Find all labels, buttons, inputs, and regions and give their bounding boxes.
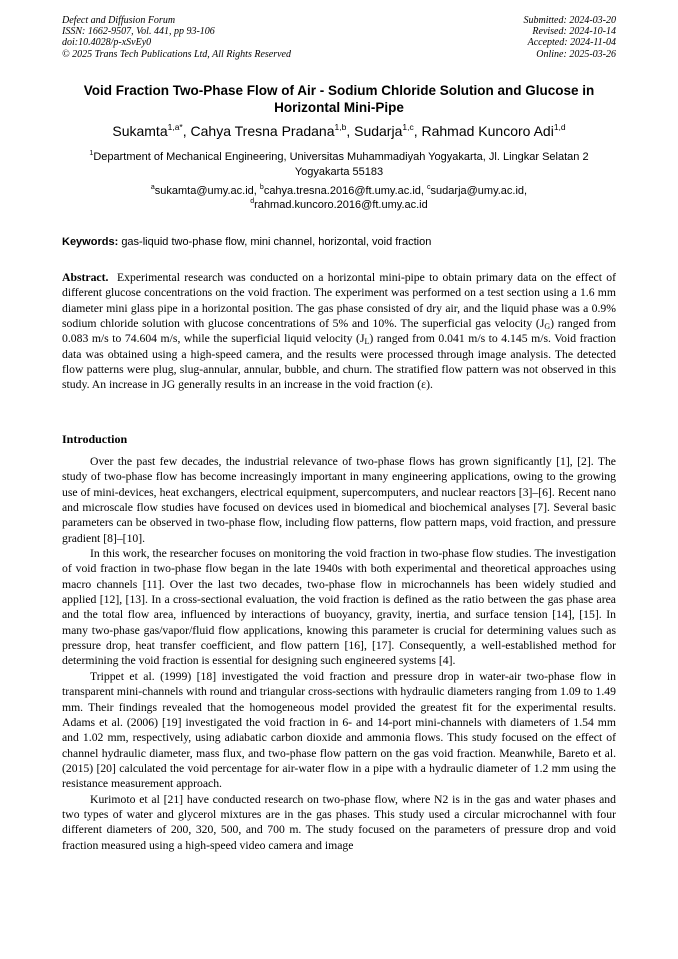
journal-header-right bbox=[524, 15, 617, 60]
author-separator: , bbox=[182, 123, 191, 139]
paragraph: In this work, the researcher focuses on monitoring the void fraction in two-phase flow studies. The investigation of void fraction in two-phase flow began in the late 1940s with both experimental and theoretical approaches using macro channels [11]. Over the last two decades, two-phase flow in microchannels has been widely studied and applied [12], [13]. In a cross-sectional evaluation, the void fraction is defined as the ratio between the gas phase area and the total flow area, influenced by interactions of buoyancy, gravity, inertia, and surface tension [14], [15]. In many two-phase gas/vapor/fluid flow applications, knowing this parameter is crucial for determining values such as pressure drop, heat transfer coefficient, and flow pattern [16], [17]. Consequently, a well-established method for determining the void fraction is essential for designing such engineered systems [4]. bbox=[62, 547, 616, 668]
submitted-date: Submitted: 2024-03-20 bbox=[523, 15, 616, 26]
doi: doi:10.4028/p-xSvEy0 bbox=[62, 37, 152, 49]
author-separator: , bbox=[413, 123, 422, 139]
affiliation-mark: 1 bbox=[89, 150, 94, 157]
author-name: Cahya Tresna Pradana bbox=[190, 123, 335, 139]
abstract-subscript-g: G bbox=[544, 322, 551, 332]
issn-volume: ISSN: 1662-9507, Vol. 441, pp 93-106 bbox=[62, 26, 215, 38]
author-name: Sudarja bbox=[354, 123, 403, 139]
keywords bbox=[62, 235, 616, 249]
paragraph: Kurimoto et al [21] have conducted research on two-phase flow, where N2 is in the gas and water phases and two types of water and glycerol mixtures are in the gas phases. This study used a circular microchannel with four different diameters of 200, 320, 500, and 700 m. The study focused on the parameters of pressure drop and void fraction measured using a high-speed video camera and image bbox=[62, 792, 616, 852]
author-list bbox=[62, 122, 616, 140]
author-affiliation-mark: 1,c bbox=[402, 122, 414, 132]
email-address[interactable]: sukamta@umy.ac.id bbox=[154, 185, 254, 197]
keywords-label: Keywords: bbox=[62, 236, 119, 248]
keywords-text: gas-liquid two-phase flow, mini channel, horizontal, void fraction bbox=[121, 236, 432, 248]
email-mark: b bbox=[259, 184, 264, 191]
abstract-text-1: Experimental research was conducted on a horizontal mini-pipe to obtain primary data on the effect of different glucose concentrations on the void fraction. The experiment was performed on a test section using a 1.6 mm diameter mini glass pipe in a horizontal position. The gas phase consisted of dry air, and the liquid phase was a 0.9% sodium chloride solution with glucose concentrations of 5% and 10%. The superficial gas velocity (J bbox=[62, 271, 617, 331]
email-mark: c bbox=[427, 184, 431, 191]
journal-name: Defect and Diffusion Forum bbox=[62, 15, 176, 26]
author-name: Rahmad Kuncoro Adi bbox=[421, 123, 554, 139]
abstract-label: Abstract. bbox=[62, 271, 109, 284]
author-name: Sukamta bbox=[112, 123, 168, 139]
email-separator: , bbox=[524, 185, 528, 197]
online-date: Online: 2025-03-26 bbox=[536, 48, 616, 60]
abstract-text-3: ) ranged from 0.041 m/s to 4.145 m/s. Void fraction data was obtained using a high-speed camera, and the results were processed through image analysis. The detected flow patterns were plug, slug-annular, annular, bubble, and churn. The stratified flow pattern was not observed in this study. An increase in JG generally results in an increase in the void fraction (ε). bbox=[62, 332, 616, 392]
author-affiliation-mark: 1,a* bbox=[167, 122, 183, 132]
email-separator: , bbox=[253, 185, 260, 197]
paper-title: Void Fraction Two-Phase Flow of Air - Sodium Chloride Solution and Glucose in Horizontal Mini-Pipe bbox=[83, 83, 595, 115]
section-heading-introduction: Introduction bbox=[62, 432, 128, 446]
email-list bbox=[62, 185, 616, 212]
email-separator: , bbox=[420, 185, 428, 197]
email-address[interactable]: rahmad.kuncoro.2016@ft.umy.ac.id bbox=[254, 198, 428, 211]
paragraph: Trippet et al. (1999) [18] investigated the void fraction and pressure drop in water-air two-phase flow in transparent mini-channels with round and triangular cross-sections with hydraulic diameters ranging from 1.09 to 1.49 mm. Their findings revealed that the homogeneous model provided the greatest fit for the experimental results. Adams et al. (2006) [19] investigated the void fraction in 6- and 14-port mini-channels with diameters of 1.54 mm and 1.02 mm, respectively, using adiabatic carbon dioxide and ammonia flows. This study focused on the effect of channel hydraulic diameter, mass flux, and two-phase flow pattern on the gas void fraction. Meanwhile, Bareto et al. (2015) [20] calculated the void percentage for air-water flow in a pipe with a hydraulic diameter of 1.2 mm using the resistance measurement approach. bbox=[62, 669, 616, 791]
author-separator: , bbox=[346, 123, 355, 139]
affiliation bbox=[70, 150, 608, 179]
abstract-subscript-l: L bbox=[364, 337, 370, 347]
introduction-body bbox=[62, 454, 616, 853]
email-mark: a bbox=[150, 184, 155, 191]
revised-date: Revised: 2024-10-14 bbox=[532, 26, 616, 38]
author-affiliation-mark: 1,d bbox=[553, 122, 566, 132]
abstract-text-2: ) ranged from 0.083 m/s to 74.604 m/s, while the superficial liquid velocity (J bbox=[62, 317, 616, 346]
email-address[interactable]: cahya.tresna.2016@ft.umy.ac.id bbox=[263, 185, 421, 197]
email-address[interactable]: sudarja@umy.ac.id bbox=[430, 185, 525, 197]
accepted-date: Accepted: 2024-11-04 bbox=[527, 37, 616, 49]
affiliation-text: Department of Mechanical Engineering, Universitas Muhammadiyah Yogyakarta, Jl. Lingkar Selatan 2 Yogyakarta 55183 bbox=[93, 151, 589, 178]
journal-header-left bbox=[62, 15, 291, 60]
abstract bbox=[62, 270, 616, 393]
copyright: © 2025 Trans Tech Publications Ltd, All Rights Reserved bbox=[62, 48, 291, 60]
email-mark: d bbox=[250, 197, 255, 205]
paragraph: Over the past few decades, the industrial relevance of two-phase flows has grown significantly [1], [2]. The study of two-phase flow has become increasingly important in many engineering applications, owing to the growing use of mini-devices, heat exchangers, electrical equipment, supercomputers, and nuclear reactors [3]–[6]. Recent nano and microscale flow studies have focused on devices used in biomedical and biochemical analyses [7]. Several basic parameters can be observed in two-phase flow, including flow patterns, flow pattern maps, void fraction, and pressure gradient [8]–[10]. bbox=[62, 455, 616, 545]
author-affiliation-mark: 1,b bbox=[334, 122, 347, 132]
